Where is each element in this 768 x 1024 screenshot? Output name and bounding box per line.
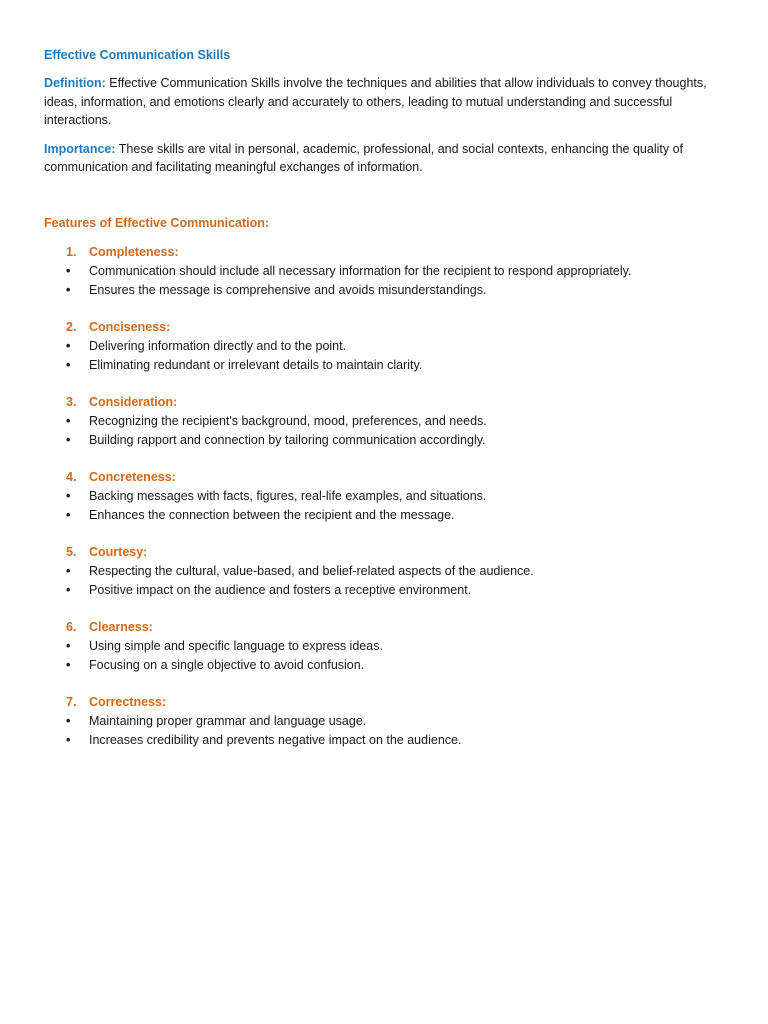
feature-title (44, 543, 724, 562)
features-heading: Features of Effective Communication: (44, 215, 270, 230)
feature-title-text: Courtesy: (89, 544, 148, 559)
bullet-point (44, 262, 724, 282)
feature-number: 4. (66, 469, 77, 484)
bullet-point (44, 637, 724, 657)
bullet-icon: • (66, 433, 71, 447)
bullet-icon: • (66, 508, 71, 522)
feature-title-text: Conciseness: (89, 319, 171, 334)
importance-text: These skills are vital in personal, academic, professional, and social contexts, enhancing the quality of communication and facilitating meaningful exchanges of information. (44, 141, 683, 174)
bullet-icon: • (66, 283, 71, 297)
bullet-icon: • (66, 488, 71, 503)
bullet-point (44, 356, 724, 376)
feature-number: 1. (66, 244, 77, 259)
definition-label: Definition: (44, 76, 106, 90)
features-list (44, 243, 724, 751)
feature-item (44, 543, 724, 601)
feature-title-text: Clearness: (89, 619, 153, 634)
bullet-icon: • (66, 713, 71, 728)
bullet-text: Maintaining proper grammar and language usage. (89, 713, 367, 728)
feature-number: 7. (66, 694, 77, 709)
document-title: Effective Communication Skills (44, 48, 231, 62)
feature-number: 5. (66, 544, 77, 559)
bullet-text: Eliminating redundant or irrelevant details to maintain clarity. (89, 358, 423, 372)
bullet-icon: • (66, 358, 71, 372)
bullet-point (44, 431, 724, 451)
feature-title (44, 243, 724, 262)
bullet-point (44, 581, 724, 601)
bullet-point (44, 337, 724, 357)
feature-number: 6. (66, 619, 77, 634)
feature-item (44, 618, 724, 676)
bullet-icon: • (66, 563, 71, 578)
bullet-text: Ensures the message is comprehensive and avoids misunderstandings. (89, 283, 487, 297)
bullet-text: Using simple and specific language to express ideas. (89, 638, 383, 653)
bullet-point (44, 656, 724, 676)
bullet-text: Communication should include all necessary information for the recipient to respond appropriately. (89, 263, 632, 278)
bullet-icon: • (66, 583, 71, 597)
bullet-point (44, 562, 724, 582)
bullet-point (44, 281, 724, 301)
feature-title-text: Consideration: (89, 394, 178, 409)
feature-title-text: Correctness: (89, 694, 167, 709)
feature-title-text: Concreteness: (89, 469, 176, 484)
feature-title (44, 618, 724, 637)
feature-item (44, 693, 724, 751)
bullet-icon: • (66, 658, 71, 672)
bullet-text: Enhances the connection between the recipient and the message. (89, 508, 455, 522)
importance-paragraph (44, 140, 724, 177)
bullet-point (44, 506, 724, 526)
bullet-text: Focusing on a single objective to avoid confusion. (89, 658, 365, 672)
feature-item (44, 243, 724, 301)
bullet-text: Backing messages with facts, figures, real-life examples, and situations. (89, 488, 487, 503)
feature-title (44, 393, 724, 412)
feature-item (44, 468, 724, 526)
bullet-text: Recognizing the recipient's background, mood, preferences, and needs. (89, 413, 487, 428)
bullet-text: Delivering information directly and to the point. (89, 338, 347, 353)
feature-number: 2. (66, 319, 77, 334)
bullet-text: Building rapport and connection by tailoring communication accordingly. (89, 433, 486, 447)
feature-title-text: Completeness: (89, 244, 179, 259)
feature-number: 3. (66, 394, 77, 409)
bullet-icon: • (66, 733, 71, 747)
bullet-point (44, 731, 724, 751)
feature-title (44, 468, 724, 487)
feature-item (44, 318, 724, 376)
bullet-point (44, 412, 724, 432)
bullet-icon: • (66, 413, 71, 428)
bullet-icon: • (66, 338, 71, 353)
feature-item (44, 393, 724, 451)
bullet-text: Respecting the cultural, value-based, and belief-related aspects of the audience. (89, 563, 534, 578)
bullet-point (44, 712, 724, 732)
importance-label: Importance: (44, 141, 116, 156)
bullet-text: Positive impact on the audience and fosters a receptive environment. (89, 583, 472, 597)
feature-title (44, 318, 724, 337)
bullet-text: Increases credibility and prevents negative impact on the audience. (89, 733, 462, 747)
bullet-point (44, 487, 724, 507)
bullet-icon: • (66, 263, 71, 278)
definition-text: Effective Communication Skills involve the techniques and abilities that allow individuals to convey thoughts, ideas, information, and emotions clearly and accurately to others, leading to mutual understanding and successful interactions. (44, 76, 707, 127)
definition-paragraph (44, 74, 724, 130)
feature-title (44, 693, 724, 712)
bullet-icon: • (66, 638, 71, 653)
